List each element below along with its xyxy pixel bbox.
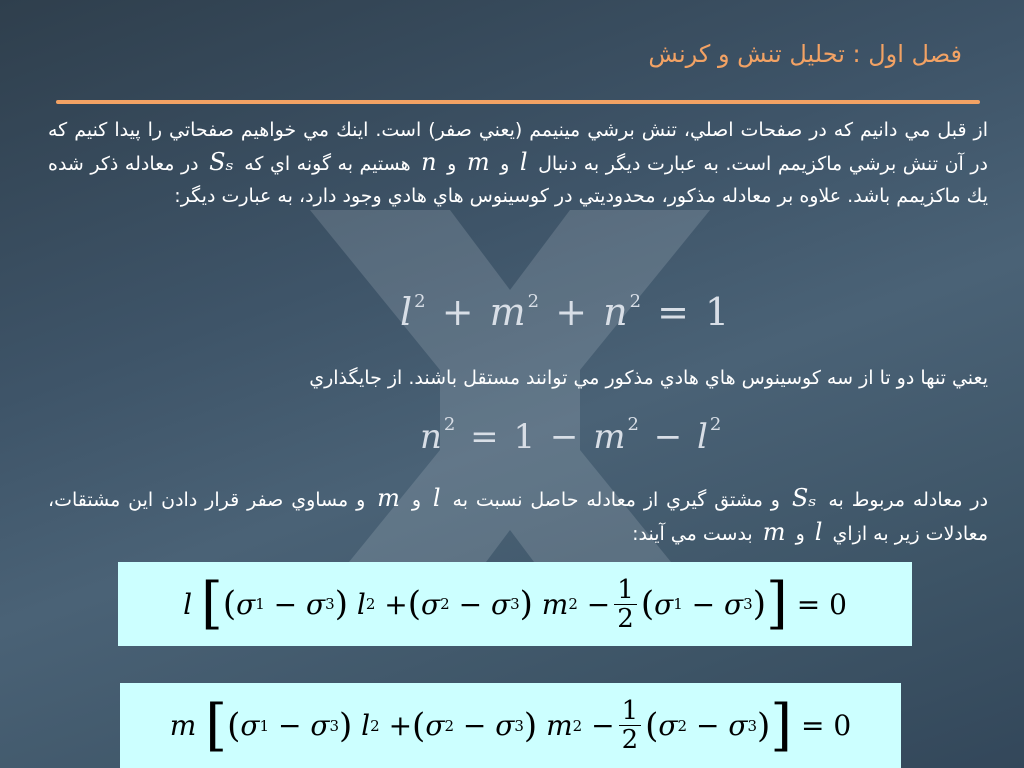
- and-1: و: [500, 153, 510, 175]
- boxed-equation-l: l [ ( σ 1 − σ 3 ) l 2 + ( σ 2 − σ 3 ) m 2 − $\frac{1}{2}$ ( σ 1 − σ 3 ) ] = 0: [118, 562, 912, 646]
- var-m: m: [466, 148, 490, 176]
- var-ss-2: Sₛ: [791, 484, 817, 512]
- var-ss: Sₛ: [209, 148, 234, 176]
- boxed-equation-m: m [ ( σ 1 − σ 3 ) l 2 + ( σ 2 − σ 3 ) m 2 − $\frac{1}{2}$ ( σ 2 − σ 3 ) ] = 0: [120, 683, 901, 768]
- p1-line3a: هستيم به گونه اي كه: [244, 153, 411, 175]
- equation-n-squared: $n^2 = 1 - m^2 - l^2$: [420, 414, 724, 457]
- paragraph-1: [48, 114, 988, 212]
- paragraph-3: در معادله مربوط به Sₛ و مشتق گيري از معادله حاصل نسبت به l و m و مساوي صفر قرار دادن اين مشتقات، معادلات زير به ازاي l و m بدست مي آيند:: [48, 484, 989, 546]
- and-2: و: [447, 153, 457, 175]
- var-l: l: [519, 148, 528, 176]
- p1-line2: صفحاتي را پيدا كنيم كه در آن تنش برشي ماكزيمم است. به عبارت ديگر به دنبال: [48, 119, 988, 175]
- slide-title: فصل اول : تحليل تنش و کرنش: [648, 40, 962, 68]
- paragraph-2: يعني تنها دو تا از سه كوسينوس هاي هادي مذكور مي توانند مستقل باشند. از جايگذاري: [309, 367, 988, 389]
- fraction-half: $\frac{1}{2}$: [614, 576, 637, 633]
- fraction-half-2: $\frac{1}{2}$: [619, 697, 642, 754]
- title-underline: [56, 100, 980, 104]
- equation-direction-cosines: $l^2 + m^2 + n^2 = 1$: [400, 290, 732, 334]
- var-n: n: [421, 148, 437, 176]
- p1-line1: از قبل مي دانيم كه در صفحات اصلي، تنش برشي مينيمم (يعني صفر) است. اينك مي خواهيم: [240, 119, 988, 141]
- p1-line4: محدوديتي در كوسينوس هاي هادي وجود دارد، به عبارت ديگر:: [174, 185, 656, 207]
- p1-line3b: در معادله ذكر شده يك ماكزيمم باشد. علاوه بر معادله مذكور،: [48, 153, 988, 207]
